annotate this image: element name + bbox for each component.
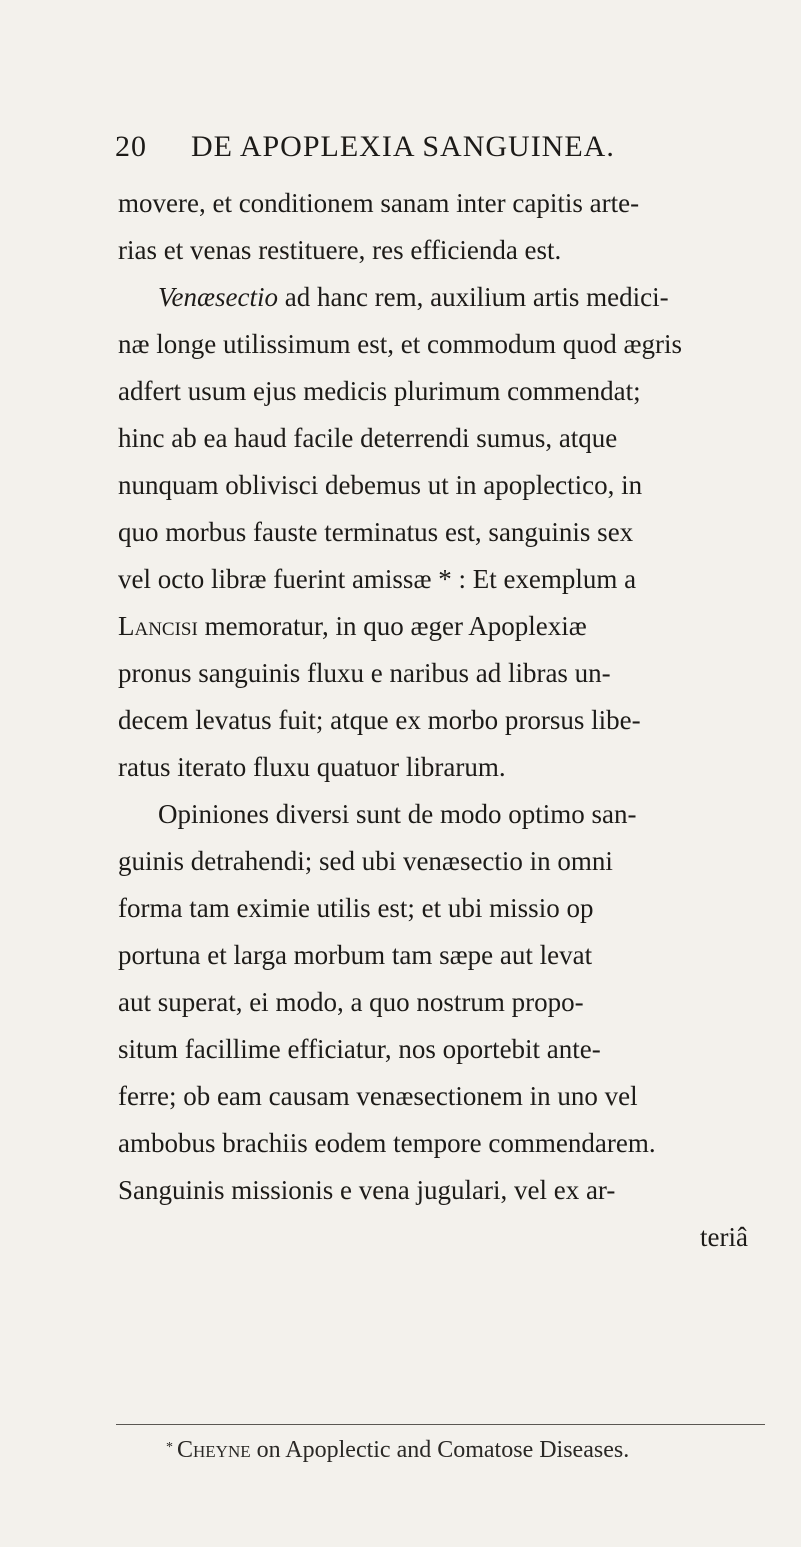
text-line: forma tam eximie utilis est; et ubi missio op xyxy=(118,893,594,923)
text-line: ambobus brachiis eodem tempore commendarem. xyxy=(118,1128,656,1158)
footnote-author: Cheyne xyxy=(177,1437,251,1463)
text-line xyxy=(118,608,587,644)
text-line: nunquam oblivisci debemus ut in apoplectico, in xyxy=(118,470,643,500)
text-line: ferre; ob eam causam venæsectionem in uno vel xyxy=(118,1081,638,1111)
text-line: portuna et larga morbum tam sæpe aut levat xyxy=(118,940,593,970)
catchword: teriâ xyxy=(700,1222,748,1252)
text-line xyxy=(158,279,669,315)
text-line: pronus sanguinis fluxu e naribus ad libras un- xyxy=(118,658,611,688)
running-title: DE APOPLEXIA SANGUINEA. xyxy=(191,130,615,163)
footnote-rule xyxy=(116,1424,765,1425)
text-line: situm facillime efficiatur, nos oportebit ante- xyxy=(118,1034,601,1064)
page-number: 20 xyxy=(115,130,147,163)
footnote-text: on Apoplectic and Comatose Diseases. xyxy=(250,1437,630,1463)
text-run: memoratur, in quo æger Apoplexiæ xyxy=(197,611,587,641)
text-line: decem levatus fuit; atque ex morbo prorsus libe- xyxy=(118,705,641,735)
author-name: Lancisi xyxy=(118,611,198,641)
emphasized-term: Venæsectio xyxy=(158,282,278,312)
text-line: adfert usum ejus medicis plurimum commendat; xyxy=(118,376,641,406)
text-line: vel octo libræ fuerint amissæ * : Et exemplum a xyxy=(118,564,637,594)
footnote xyxy=(166,1435,629,1465)
text-line: aut superat, ei modo, a quo nostrum propo- xyxy=(118,987,584,1017)
text-line: næ longe utilissimum est, et commodum quod ægris xyxy=(118,329,682,359)
text-line: rias et venas restituere, res efficienda est. xyxy=(118,235,562,265)
text-line: movere, et conditionem sanam inter capitis arte- xyxy=(118,188,640,218)
text-run: ad hanc rem, auxilium artis medici- xyxy=(277,282,669,312)
text-line: Opiniones diversi sunt de modo optimo san- xyxy=(158,799,637,829)
text-line: hinc ab ea haud facile deterrendi sumus, atque xyxy=(118,423,618,453)
running-header xyxy=(115,127,675,167)
footnote-mark: * xyxy=(166,1440,173,1455)
text-line: guinis detrahendi; sed ubi venæsectio in omni xyxy=(118,846,613,876)
text-line: ratus iterato fluxu quatuor librarum. xyxy=(118,752,506,782)
text-line: Sanguinis missionis e vena jugulari, vel ex ar- xyxy=(118,1175,616,1205)
text-line: quo morbus fauste terminatus est, sanguinis sex xyxy=(118,517,634,547)
